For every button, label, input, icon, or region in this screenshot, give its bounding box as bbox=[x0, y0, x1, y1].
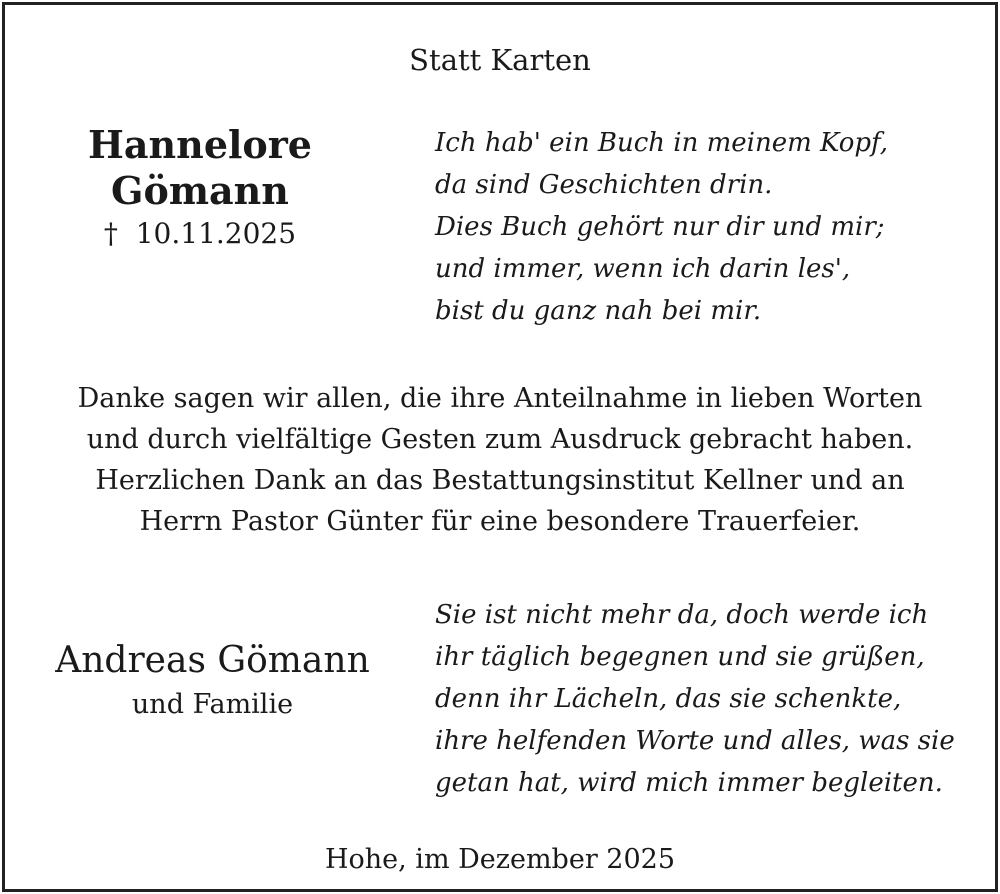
signature-family: und Familie bbox=[131, 689, 294, 720]
signature-block bbox=[20, 638, 405, 723]
poem-line: und immer, wenn ich darin les', bbox=[435, 254, 851, 284]
thanks-text bbox=[0, 378, 1000, 542]
poem-line: ihre helfenden Worte und alles, was sie bbox=[435, 726, 955, 756]
signature-name: Andreas Gömann bbox=[55, 640, 370, 681]
deceased-first-name: Hannelore bbox=[88, 122, 312, 167]
thanks-line: und durch vielfältige Gesten zum Ausdruck gebracht haben. bbox=[86, 424, 914, 455]
poem-line: getan hat, wird mich immer begleiten. bbox=[435, 768, 943, 798]
death-date: 10.11.2025 bbox=[135, 217, 297, 250]
poem-line: Sie ist nicht mehr da, doch werde ich bbox=[435, 600, 929, 630]
death-line bbox=[20, 216, 380, 252]
poem-line: bist du ganz nah bei mir. bbox=[435, 296, 762, 326]
poem-line: Ich hab' ein Buch in meinem Kopf, bbox=[435, 128, 888, 158]
poem-line: da sind Geschichten drin. bbox=[435, 170, 773, 200]
deceased-block bbox=[20, 122, 380, 252]
thanks-line: Danke sagen wir allen, die ihre Anteilnahme in lieben Worten bbox=[77, 383, 923, 414]
thanks-line: Herzlichen Dank an das Bestattungsinstitut Kellner und an bbox=[95, 465, 905, 496]
cross-icon: † bbox=[103, 217, 118, 250]
footer-place-date: Hohe, im Dezember 2025 bbox=[324, 844, 676, 875]
poem-line: Dies Buch gehört nur dir und mir; bbox=[435, 212, 885, 242]
poem-top bbox=[435, 122, 995, 332]
poem-line: denn ihr Lächeln, das sie schenkte, bbox=[435, 684, 902, 714]
poem-bottom bbox=[435, 594, 995, 804]
poem-line: ihr täglich begegnen und sie grüßen, bbox=[435, 642, 925, 672]
header-text: Statt Karten bbox=[409, 43, 591, 77]
thanks-line: Herrn Pastor Günter für eine besondere Trauerfeier. bbox=[139, 506, 861, 537]
deceased-last-name: Gömann bbox=[111, 168, 289, 213]
